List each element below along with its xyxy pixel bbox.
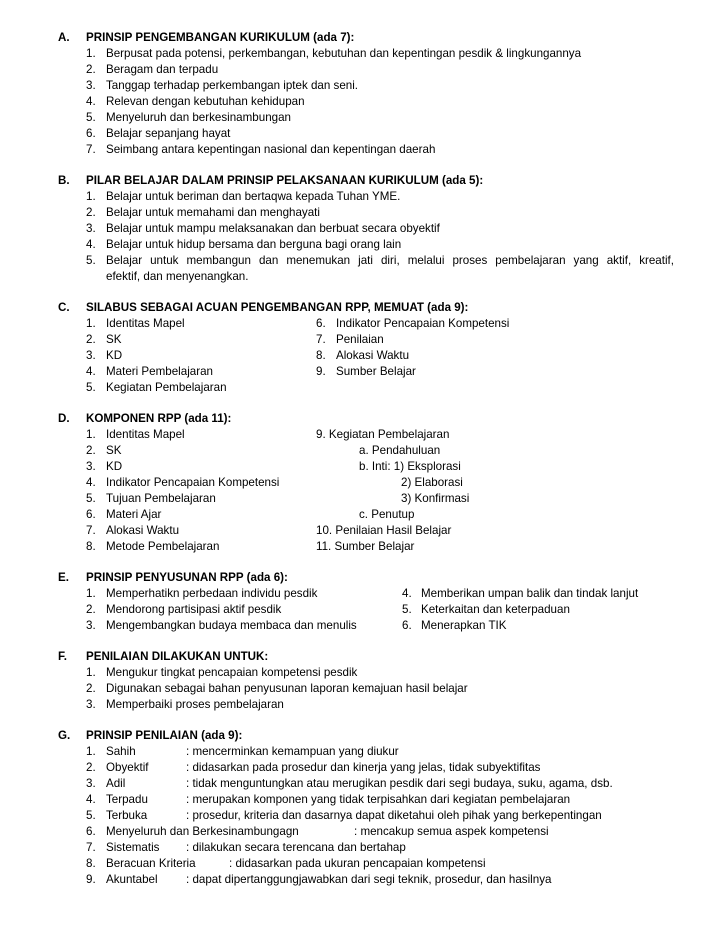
section-g: [0, 728, 728, 888]
item-term: Akuntabel: [106, 873, 158, 886]
list-item: [0, 681, 728, 697]
section-b-heading: [0, 173, 728, 189]
item-text: KD: [106, 349, 123, 362]
section-letter: D.: [58, 412, 70, 425]
item-description: : mencerminkan kemampuan yang diukur: [186, 745, 399, 758]
list-item: [0, 221, 728, 237]
item-text: Menyeluruh dan berkesinambungan: [106, 111, 291, 124]
section-d: [0, 411, 728, 555]
item-number: 7.: [86, 143, 96, 156]
item-text: Menerapkan TIK: [421, 619, 507, 632]
item-number: 8.: [86, 540, 96, 553]
item-number: 3.: [86, 79, 96, 92]
item-description: : mencakup semua aspek kompetensi: [354, 825, 549, 838]
item-text: 9. Kegiatan Pembelajaran: [316, 428, 450, 441]
item-text: a. Pendahuluan: [359, 444, 441, 457]
item-text: SK: [106, 444, 122, 457]
section-e: [0, 570, 728, 634]
item-description: : dilakukan secara terencana dan bertahap: [186, 841, 406, 854]
item-number: 1.: [86, 190, 96, 203]
item-text: Identitas Mapel: [106, 317, 185, 330]
list-row: [0, 443, 728, 459]
item-text: Belajar untuk hidup bersama dan berguna bagi orang lain: [106, 238, 402, 251]
item-number: 3.: [86, 698, 96, 711]
section-title: PILAR BELAJAR DALAM PRINSIP PELAKSANAAN KURIKULUM (ada 5):: [86, 174, 484, 187]
item-number: 5.: [86, 492, 96, 505]
item-number: 6.: [86, 127, 96, 140]
list-item: [0, 760, 728, 776]
item-number: 7.: [86, 524, 96, 537]
section-letter: F.: [58, 650, 68, 663]
item-text: c. Penutup: [359, 508, 415, 521]
item-text: Mendorong partisipasi aktif pesdik: [106, 603, 282, 616]
item-number: 6.: [402, 619, 412, 632]
item-text: Beragam dan terpadu: [106, 63, 219, 76]
item-number: 5.: [86, 111, 96, 124]
list-row: [0, 618, 728, 634]
item-number: 8.: [316, 349, 326, 362]
item-number: 2.: [86, 63, 96, 76]
item-text: 2) Elaborasi: [401, 476, 463, 489]
list-row: [0, 475, 728, 491]
list-item: [0, 94, 728, 110]
list-item: [0, 253, 728, 269]
item-term: Sistematis: [106, 841, 160, 854]
list-row: [0, 539, 728, 555]
item-number: 6.: [86, 508, 96, 521]
item-text: Belajar sepanjang hayat: [106, 127, 231, 140]
item-text: efektif, dan menyenangkan.: [106, 270, 249, 283]
item-text: Indikator Pencapaian Kompetensi: [106, 476, 280, 489]
item-term: Terbuka: [106, 809, 148, 822]
item-number: 3.: [86, 777, 96, 790]
list-item: [0, 697, 728, 713]
list-row: [0, 602, 728, 618]
item-number: 9.: [86, 873, 96, 886]
list-item: [0, 46, 728, 62]
list-row: [0, 364, 728, 380]
item-text: Memberikan umpan balik dan tindak lanjut: [421, 587, 639, 600]
section-title: PENILAIAN DILAKUKAN UNTUK:: [86, 650, 269, 663]
item-text: Sumber Belajar: [336, 365, 416, 378]
item-number: 1.: [86, 587, 96, 600]
item-number: 4.: [86, 365, 96, 378]
item-term: Terpadu: [106, 793, 148, 806]
item-text: Seimbang antara kepentingan nasional dan kepentingan daerah: [106, 143, 436, 156]
list-item: [0, 808, 728, 824]
item-text: Alokasi Waktu: [336, 349, 410, 362]
item-text: Metode Pembelajaran: [106, 540, 220, 553]
item-term: Sahih: [106, 745, 136, 758]
list-item: [0, 142, 728, 158]
item-text: KD: [106, 460, 123, 473]
section-f-heading: [0, 649, 728, 665]
item-number: 5.: [86, 809, 96, 822]
section-title: KOMPONEN RPP (ada 11):: [86, 412, 232, 425]
item-number: 5.: [86, 254, 96, 267]
list-row: [0, 332, 728, 348]
list-item: [0, 189, 728, 205]
item-text: Indikator Pencapaian Kompetensi: [336, 317, 510, 330]
item-number: 2.: [86, 206, 96, 219]
item-number: 3.: [86, 349, 96, 362]
item-number: 4.: [86, 793, 96, 806]
list-row: [0, 586, 728, 602]
list-item: [0, 792, 728, 808]
item-text: Penilaian: [336, 333, 384, 346]
item-number: 2.: [86, 761, 96, 774]
item-text: Belajar untuk beriman dan bertaqwa kepada Tuhan YME.: [106, 190, 401, 203]
list-item: [0, 110, 728, 126]
item-text: Keterkaitan dan keterpaduan: [421, 603, 570, 616]
item-number: 1.: [86, 47, 96, 60]
item-text: b. Inti: 1) Eksplorasi: [359, 460, 461, 473]
item-number: 2.: [86, 603, 96, 616]
section-letter: A.: [58, 31, 70, 44]
section-a-heading: [0, 30, 728, 46]
item-text: Alokasi Waktu: [106, 524, 180, 537]
list-item: [0, 776, 728, 792]
item-number: 6.: [316, 317, 326, 330]
item-description: : dapat dipertanggungjawabkan dari segi teknik, prosedur, dan hasilnya: [186, 873, 552, 886]
item-term: Beracuan Kriteria: [106, 857, 196, 870]
item-number: 4.: [86, 476, 96, 489]
item-text: Belajar untuk membangun dan menemukan jati diri, melalui proses pembelajaran yang aktif, kreatif,: [106, 254, 674, 267]
section-title: PRINSIP PENYUSUNAN RPP (ada 6):: [86, 571, 288, 584]
item-number: 4.: [402, 587, 412, 600]
section-title: PRINSIP PENILAIAN (ada 9):: [86, 729, 243, 742]
item-text: Berpusat pada potensi, perkembangan, kebutuhan dan kepentingan pesdik & lingkungannya: [106, 47, 582, 60]
list-row: [0, 427, 728, 443]
item-text: Belajar untuk mampu melaksanakan dan berbuat secara obyektif: [106, 222, 440, 235]
item-text: Relevan dengan kebutuhan kehidupan: [106, 95, 305, 108]
item-number: 1.: [86, 745, 96, 758]
item-term: Obyektif: [106, 761, 149, 774]
item-text: Tanggap terhadap perkembangan iptek dan seni.: [106, 79, 359, 92]
item-text: Identitas Mapel: [106, 428, 185, 441]
item-number: 9.: [316, 365, 326, 378]
list-item: [0, 824, 728, 840]
section-letter: G.: [58, 729, 71, 742]
section-d-heading: [0, 411, 728, 427]
list-row: [0, 348, 728, 364]
item-text: SK: [106, 333, 122, 346]
document-page: [0, 30, 728, 903]
section-letter: E.: [58, 571, 69, 584]
item-number: 4.: [86, 95, 96, 108]
section-letter: C.: [58, 301, 70, 314]
list-item: [0, 78, 728, 94]
item-description: : prosedur, kriteria dan dasarnya dapat diketahui oleh pihak yang berkepentingan: [186, 809, 602, 822]
section-g-heading: [0, 728, 728, 744]
item-text: 3) Konfirmasi: [401, 492, 470, 505]
section-a: [0, 30, 728, 158]
item-text: Digunakan sebagai bahan penyusunan laporan kemajuan hasil belajar: [106, 682, 468, 695]
item-term: Menyeluruh dan Berkesinambungagn: [106, 825, 299, 838]
item-number: 6.: [86, 825, 96, 838]
item-text: Kegiatan Pembelajaran: [106, 381, 227, 394]
item-number: 5.: [86, 381, 96, 394]
item-text: Belajar untuk memahami dan menghayati: [106, 206, 320, 219]
list-row: [0, 491, 728, 507]
section-title: PRINSIP PENGEMBANGAN KURIKULUM (ada 7):: [86, 31, 355, 44]
list-row: [0, 380, 728, 396]
section-title: SILABUS SEBAGAI ACUAN PENGEMBANGAN RPP, MEMUAT (ada 9):: [86, 301, 469, 314]
section-f: [0, 649, 728, 713]
item-number: 1.: [86, 666, 96, 679]
list-item: [0, 856, 728, 872]
list-item: [0, 126, 728, 142]
list-row: [0, 523, 728, 539]
section-b: [0, 173, 728, 285]
list-item: [0, 665, 728, 681]
list-item: [0, 237, 728, 253]
item-number: 2.: [86, 333, 96, 346]
item-description: : merupakan komponen yang tidak terpisahkan dari kegiatan pembelajaran: [186, 793, 571, 806]
item-text: 10. Penilaian Hasil Belajar: [316, 524, 452, 537]
item-text: Tujuan Pembelajaran: [106, 492, 216, 505]
list-item: [0, 205, 728, 221]
list-row: [0, 507, 728, 523]
item-term: Adil: [106, 777, 126, 790]
item-number: 4.: [86, 238, 96, 251]
section-letter: B.: [58, 174, 70, 187]
item-number: 1.: [86, 428, 96, 441]
item-text: Mengembangkan budaya membaca dan menulis: [106, 619, 357, 632]
item-text: Materi Pembelajaran: [106, 365, 213, 378]
section-e-heading: [0, 570, 728, 586]
item-number: 2.: [86, 682, 96, 695]
list-row: [0, 316, 728, 332]
item-number: 8.: [86, 857, 96, 870]
item-description: : didasarkan pada ukuran pencapaian kompetensi: [229, 857, 486, 870]
section-c-heading: [0, 300, 728, 316]
list-item: [0, 62, 728, 78]
item-number: 7.: [86, 841, 96, 854]
item-number: 3.: [86, 619, 96, 632]
list-item-continuation: [0, 269, 728, 285]
list-item: [0, 744, 728, 760]
item-number: 1.: [86, 317, 96, 330]
item-description: : didasarkan pada prosedur dan kinerja yang jelas, tidak subyektifitas: [186, 761, 541, 774]
section-c: [0, 300, 728, 396]
item-text: Mengukur tingkat pencapaian kompetensi pesdik: [106, 666, 358, 679]
item-number: 7.: [316, 333, 326, 346]
list-row: [0, 459, 728, 475]
list-item: [0, 840, 728, 856]
item-number: 2.: [86, 444, 96, 457]
item-description: : tidak menguntungkan atau merugikan pesdik dari segi budaya, suku, agama, dsb.: [186, 777, 613, 790]
item-text: Memperbaiki proses pembelajaran: [106, 698, 284, 711]
item-text: Memperhatikn perbedaan individu pesdik: [106, 587, 318, 600]
item-number: 3.: [86, 460, 96, 473]
list-item: [0, 872, 728, 888]
item-number: 3.: [86, 222, 96, 235]
item-text: Materi Ajar: [106, 508, 162, 521]
item-text: 11. Sumber Belajar: [316, 540, 415, 553]
item-number: 5.: [402, 603, 412, 616]
